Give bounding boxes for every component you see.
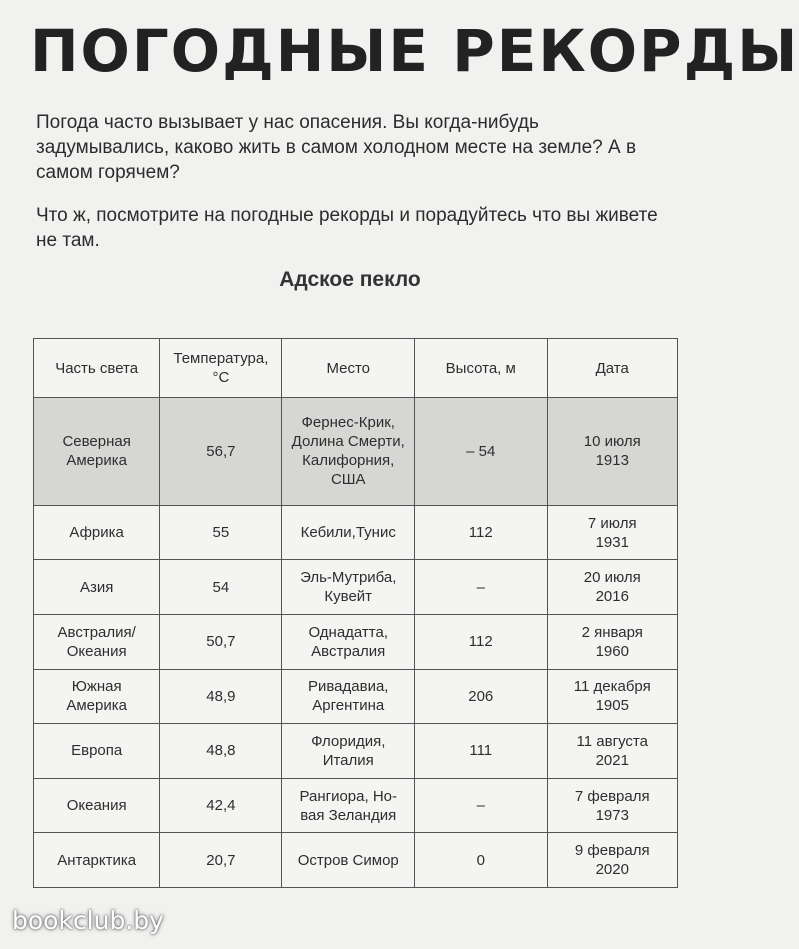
cell-height: 206: [415, 669, 548, 724]
cell-temperature: 48,8: [160, 724, 282, 779]
cell-date: 20 июля 2016: [547, 560, 677, 615]
cell-place: Остров Симор: [282, 833, 415, 888]
header-height: Высота, м: [415, 339, 548, 398]
table-row: [34, 505, 678, 560]
cell-region: Австралия/ Океания: [34, 614, 160, 669]
header-region: Часть света: [34, 339, 160, 398]
cell-place: Однадатта, Австралия: [282, 614, 415, 669]
cell-date: 7 февраля 1973: [547, 778, 677, 833]
cell-date: 7 июля 1931: [547, 505, 677, 560]
cell-height: –: [415, 560, 548, 615]
cell-height: 112: [415, 505, 548, 560]
table-row: [34, 614, 678, 669]
header-date: Дата: [547, 339, 677, 398]
section-heading: Адское пекло: [279, 268, 421, 291]
cell-region: Южная Америка: [34, 669, 160, 724]
cell-region: Антарктика: [34, 833, 160, 888]
cell-height: 112: [415, 614, 548, 669]
cell-temperature: 48,9: [160, 669, 282, 724]
table-row: [34, 560, 678, 615]
table-row: [34, 724, 678, 779]
cell-place: Рангиора, Но- вая Зеландия: [282, 778, 415, 833]
cell-place: Эль-Мутриба, Кувейт: [282, 560, 415, 615]
table-row: [34, 398, 678, 506]
table-header-row: [34, 339, 678, 398]
page-title: ПОГОДНЫЕ РЕКОРДЫ: [30, 17, 799, 85]
cell-place: Флоридия, Италия: [282, 724, 415, 779]
cell-place: Фернес-Крик, Долина Смерти, Калифорния, США: [282, 398, 415, 506]
cell-date: 11 августа 2021: [547, 724, 677, 779]
cell-region: Африка: [34, 505, 160, 560]
table-row: [34, 778, 678, 833]
cell-height: – 54: [415, 398, 548, 506]
cell-date: 10 июля 1913: [547, 398, 677, 506]
table-row: [34, 833, 678, 888]
cell-date: 2 января 1960: [547, 614, 677, 669]
watermark: bookclub.by: [12, 906, 164, 935]
cell-temperature: 50,7: [160, 614, 282, 669]
cell-place: Кебили,Тунис: [282, 505, 415, 560]
header-place: Место: [282, 339, 415, 398]
cell-temperature: 20,7: [160, 833, 282, 888]
cell-height: 111: [415, 724, 548, 779]
cell-date: 9 февраля 2020: [547, 833, 677, 888]
intro-paragraph-1: Погода часто вызывает у нас опасения. Вы когда-нибудь задумывались, каково жить в самом холодном месте на земле? А в самом горячем?: [36, 112, 637, 183]
cell-height: –: [415, 778, 548, 833]
cell-region: Европа: [34, 724, 160, 779]
cell-region: Северная Америка: [34, 398, 160, 506]
cell-region: Океания: [34, 778, 160, 833]
records-table: [33, 338, 678, 888]
cell-temperature: 56,7: [160, 398, 282, 506]
cell-temperature: 54: [160, 560, 282, 615]
header-temperature: Температура, °С: [160, 339, 282, 398]
cell-region: Азия: [34, 560, 160, 615]
cell-height: 0: [415, 833, 548, 888]
cell-temperature: 42,4: [160, 778, 282, 833]
table-row: [34, 669, 678, 724]
cell-temperature: 55: [160, 505, 282, 560]
cell-date: 11 декабря 1905: [547, 669, 677, 724]
cell-place: Ривадавиа, Аргентина: [282, 669, 415, 724]
intro-paragraph-2: Что ж, посмотрите на погодные рекорды и порадуйтесь что вы живете не там.: [36, 205, 658, 251]
